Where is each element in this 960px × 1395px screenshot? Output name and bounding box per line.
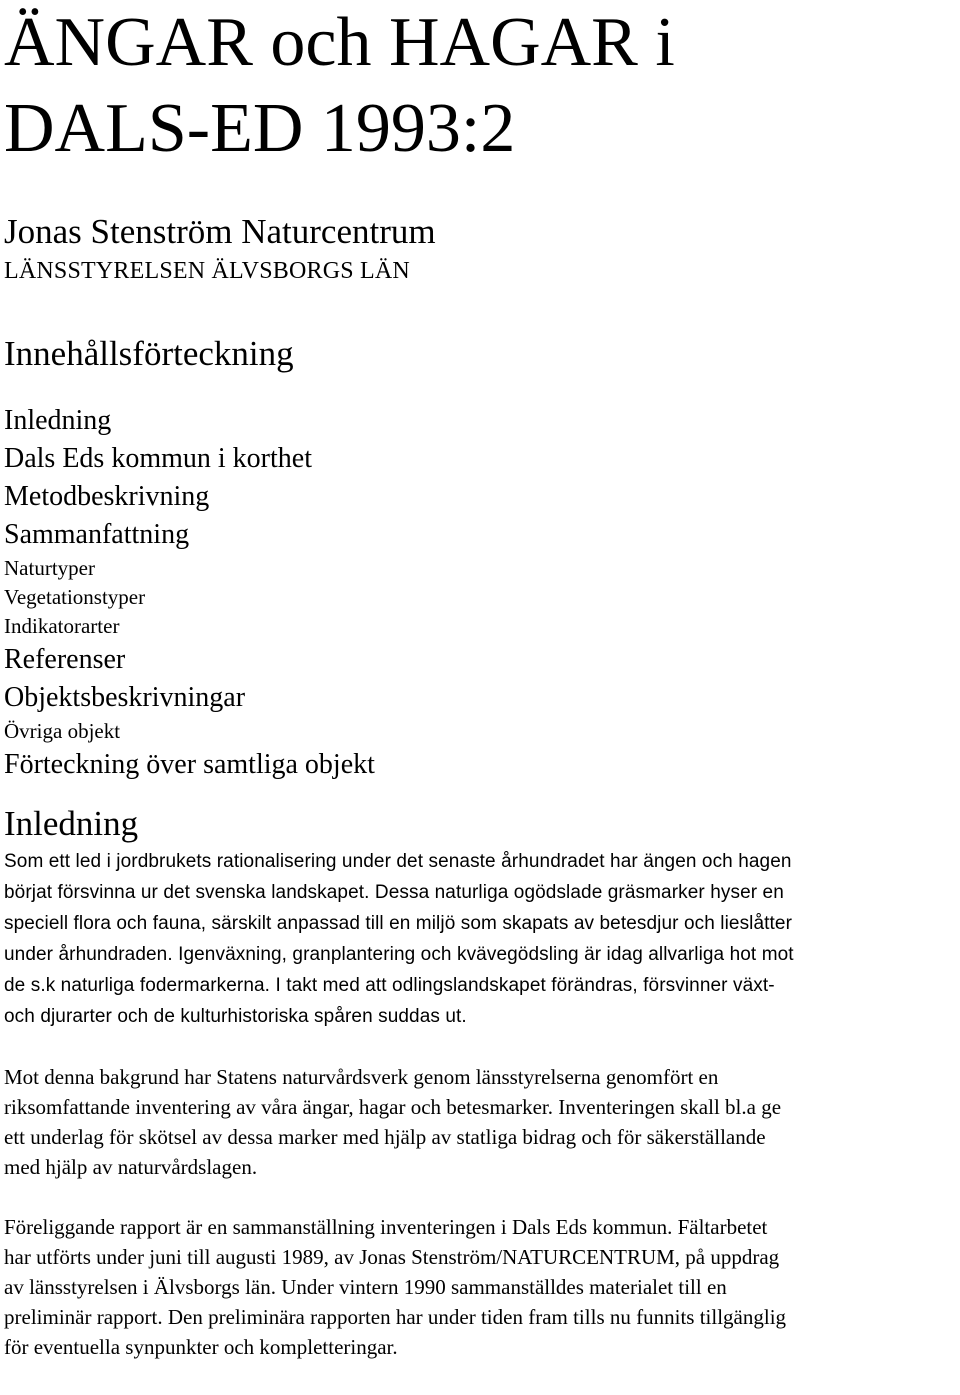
paragraph-line: ett underlag för skötsel av dessa marker med hjälp av statliga bidrag och för säkerställande bbox=[4, 1125, 766, 1149]
agency-name: LÄNSSTYRELSEN ÄLVSBORGS LÄN bbox=[4, 258, 410, 284]
toc-item: Vegetationstyper bbox=[4, 585, 146, 609]
toc-item: Övriga objekt bbox=[4, 719, 121, 743]
toc-item: Dals Eds kommun i korthet bbox=[4, 443, 312, 474]
title-line-2: DALS-ED 1993:2 bbox=[4, 90, 516, 167]
paragraph-line: börjat försvinna ur det svenska landskapet. Dessa naturliga ogödslade gräsmarker hyser en bbox=[4, 882, 784, 903]
paragraph bbox=[4, 1212, 956, 1362]
table-of-contents bbox=[4, 402, 956, 784]
paragraph-line: och djurarter och de kulturhistoriska spåren suddas ut. bbox=[4, 1006, 467, 1027]
paragraph-line: har utförts under juni till augusti 1989, av Jonas Stenström/NATURCENTRUM, på uppdrag bbox=[4, 1245, 780, 1269]
paragraph-line: av länsstyrelsen i Älvsborgs län. Under vintern 1990 sammanställdes materialet till en bbox=[4, 1275, 727, 1299]
paragraph-line: de s.k naturliga fodermarkerna. I takt med att odlingslandskapet förändras, försvinner växt- bbox=[4, 975, 775, 996]
toc-item: Indikatorarter bbox=[4, 614, 120, 638]
section-heading-inledning: Inledning bbox=[4, 804, 139, 843]
section-body bbox=[4, 846, 956, 1362]
author-name: Jonas Stenström Naturcentrum bbox=[4, 212, 436, 251]
toc-item: Objektsbeskrivningar bbox=[4, 682, 246, 713]
paragraph-line: med hjälp av naturvårdslagen. bbox=[4, 1155, 258, 1179]
title-line-1: ÄNGAR och HAGAR i bbox=[4, 4, 675, 81]
paragraph-line: Mot denna bakgrund har Statens naturvårdsverk genom länsstyrelserna genomfört en bbox=[4, 1065, 719, 1089]
paragraph-line: riksomfattande inventering av våra ängar, hagar och betesmarker. Inventeringen skall bl.a ge bbox=[4, 1095, 782, 1119]
paragraph-line: speciell flora och fauna, särskilt anpassad till en miljö som skapats av betesdjur och lieslåtter bbox=[4, 913, 793, 934]
document-page bbox=[4, 0, 956, 1392]
toc-item: Referenser bbox=[4, 644, 126, 675]
toc-item: Sammanfattning bbox=[4, 519, 190, 550]
paragraph bbox=[4, 846, 956, 1032]
toc-item: Förteckning över samtliga objekt bbox=[4, 749, 375, 780]
paragraph-line: under århundraden. Igenväxning, granplantering och kvävegödsling är idag allvarliga hot mot bbox=[4, 944, 794, 965]
document-title bbox=[4, 0, 956, 172]
toc-heading: Innehållsförteckning bbox=[4, 334, 294, 373]
paragraph-line: Föreliggande rapport är en sammanställning inventeringen i Dals Eds kommun. Fältarbetet bbox=[4, 1215, 768, 1239]
toc-item: Metodbeskrivning bbox=[4, 481, 210, 512]
paragraph-line: preliminär rapport. Den preliminära rapporten har under tiden fram tills nu funnits tillgänglig bbox=[4, 1305, 787, 1329]
toc-item: Naturtyper bbox=[4, 556, 95, 580]
paragraph bbox=[4, 1062, 956, 1182]
paragraph-line: för eventuella synpunkter och kompletteringar. bbox=[4, 1335, 398, 1359]
paragraph-line: Som ett led i jordbrukets rationalisering under det senaste århundradet har ängen och hagen bbox=[4, 851, 792, 872]
toc-item: Inledning bbox=[4, 405, 112, 436]
